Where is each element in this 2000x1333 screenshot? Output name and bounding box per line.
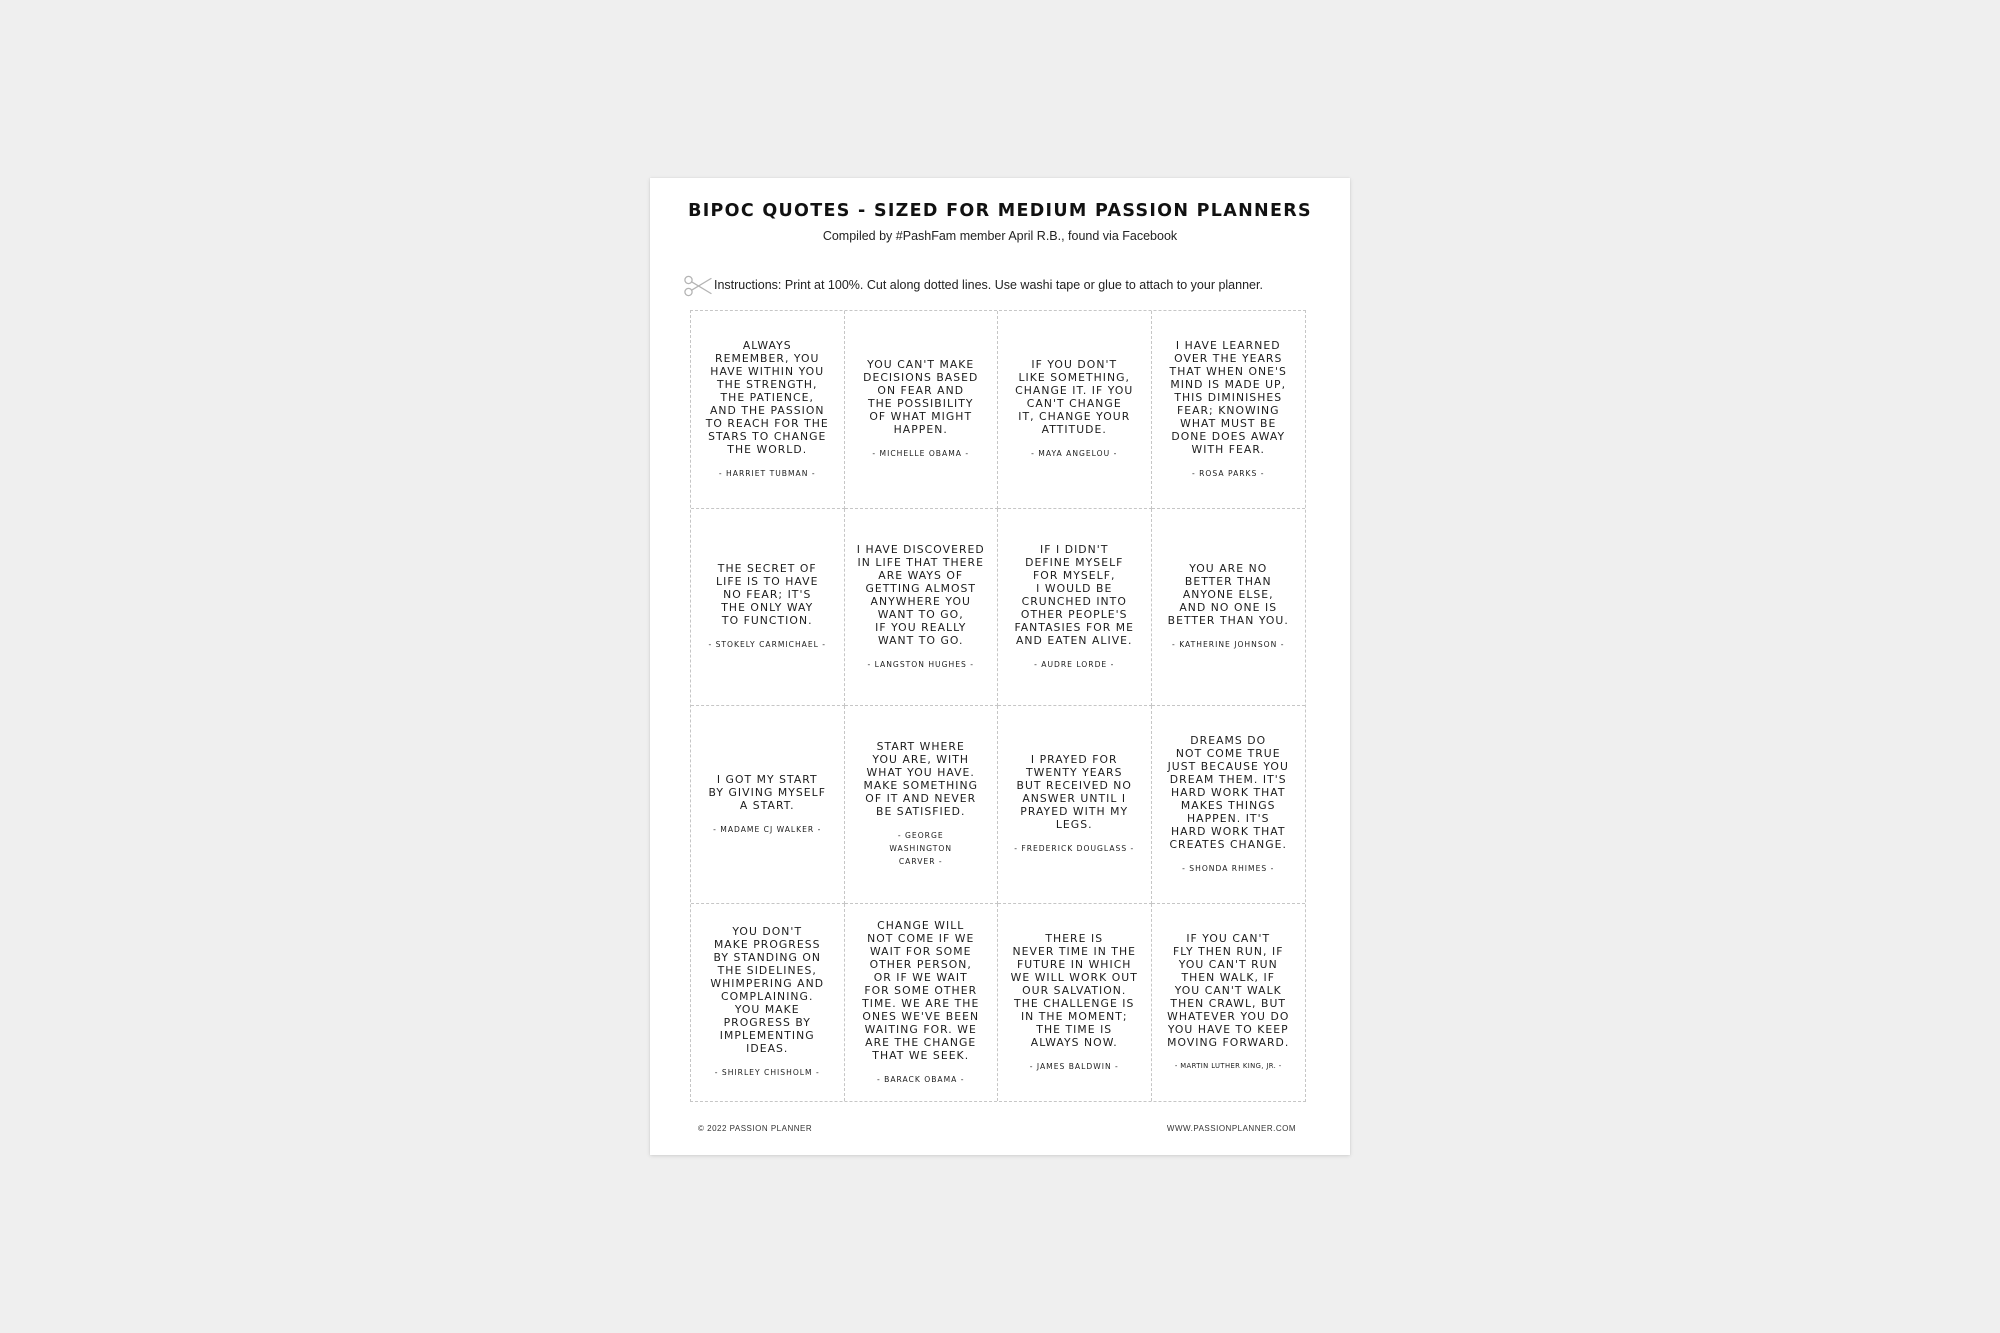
- quote-author: - AUDRE LORDE -: [1034, 659, 1115, 669]
- quote-text: YOU ARE NO BETTER THAN ANYONE ELSE, AND NO ONE IS BETTER THAN YOU.: [1167, 562, 1289, 628]
- quote-card: [998, 904, 1152, 1102]
- quote-author: - SHONDA RHIMES -: [1182, 863, 1275, 873]
- printable-sheet: [650, 178, 1350, 1155]
- quote-author: - MAYA ANGELOU -: [1031, 449, 1118, 459]
- quote-author: - GEORGE WASHINGTON CARVER -: [889, 831, 953, 867]
- quote-card: [691, 509, 845, 707]
- quote-card: [1152, 311, 1306, 509]
- quote-card: [998, 706, 1152, 904]
- quote-card: [1152, 509, 1306, 707]
- page-subtitle: Compiled by #PashFam member April R.B., found via Facebook: [822, 229, 1178, 243]
- scissors-icon: [683, 274, 713, 298]
- quote-author: - BARACK OBAMA -: [876, 1074, 965, 1084]
- instructions-text: Instructions: Print at 100%. Cut along dotted lines. Use washi tape or glue to attach to your planner.: [714, 278, 1263, 292]
- quote-card: [998, 311, 1152, 509]
- quote-card: [1152, 706, 1306, 904]
- quote-card: [691, 904, 845, 1102]
- quote-text: THERE IS NEVER TIME IN THE FUTURE IN WHICH WE WILL WORK OUT OUR SALVATION. THE CHALLENGE IS IN THE MOMENT; THE TIME IS ALWAYS NOW.: [1010, 931, 1138, 1049]
- page-title: BIPOC QUOTES - SIZED FOR MEDIUM PASSION PLANNERS: [688, 201, 1312, 221]
- footer-copyright: © 2022 PASSION PLANNER: [698, 1124, 813, 1133]
- quote-author: - JAMES BALDWIN -: [1029, 1061, 1119, 1071]
- quote-author: - SHIRLEY CHISHOLM -: [714, 1068, 820, 1078]
- quote-card: [691, 706, 845, 904]
- quote-text: START WHERE YOU ARE, WITH WHAT YOU HAVE. MAKE SOMETHING OF IT AND NEVER BE SATISFIED.: [863, 740, 979, 819]
- instructions: [683, 274, 1323, 298]
- quote-card: [691, 311, 845, 509]
- quote-text: CHANGE WILL NOT COME IF WE WAIT FOR SOME OTHER PERSON, OR IF WE WAIT FOR SOME OTHER TIME. WE ARE THE ONES WE'VE BEEN WAITING FOR. WE ARE THE CHANGE THAT WE SEEK.: [862, 918, 980, 1062]
- footer-website: WWW.PASSIONPLANNER.COM: [1166, 1124, 1296, 1133]
- quote-author: - MADAME CJ WALKER -: [713, 824, 822, 834]
- quote-author: - FREDERICK DOUGLASS -: [1014, 844, 1135, 854]
- quote-card: [845, 904, 999, 1102]
- quote-author: - KATHERINE JOHNSON -: [1172, 640, 1285, 650]
- quote-text: I PRAYED FOR TWENTY YEARS BUT RECEIVED NO ANSWER UNTIL I PRAYED WITH MY LEGS.: [1016, 753, 1132, 832]
- quote-card: [845, 311, 999, 509]
- quote-text: DREAMS DO NOT COME TRUE JUST BECAUSE YOU DREAM THEM. IT'S HARD WORK THAT MAKES THINGS HAPPEN. IT'S HARD WORK THAT CREATES CHANGE.: [1167, 733, 1289, 851]
- quote-card: [845, 509, 999, 707]
- quote-text: YOU CAN'T MAKE DECISIONS BASED ON FEAR AND THE POSSIBILITY OF WHAT MIGHT HAPPEN.: [863, 358, 979, 437]
- quote-author: - STOKELY CARMICHAEL -: [708, 640, 827, 650]
- quote-card-grid: [690, 310, 1306, 1102]
- quote-card: [998, 509, 1152, 707]
- quote-text: YOU DON'T MAKE PROGRESS BY STANDING ON THE SIDELINES, WHIMPERING AND COMPLAINING. YOU MAKE PROGRESS BY IMPLEMENTING IDEAS.: [710, 925, 825, 1056]
- quote-text: IF YOU DON'T LIKE SOMETHING, CHANGE IT. IF YOU CAN'T CHANGE IT, CHANGE YOUR ATTITUDE.: [1015, 358, 1134, 437]
- quote-text: THE SECRET OF LIFE IS TO HAVE NO FEAR; IT'S THE ONLY WAY TO FUNCTION.: [716, 562, 819, 628]
- quote-text: I GOT MY START BY GIVING MYSELF A START.: [708, 772, 826, 812]
- quote-author: - MICHELLE OBAMA -: [872, 449, 970, 459]
- quote-text: IF I DIDN'T DEFINE MYSELF FOR MYSELF, I WOULD BE CRUNCHED INTO OTHER PEOPLE'S FANTASIES FOR ME AND EATEN ALIVE.: [1014, 542, 1135, 647]
- quote-card: [845, 706, 999, 904]
- quote-card: [1152, 904, 1306, 1102]
- quote-author: - MARTIN LUTHER KING, JR. -: [1174, 1061, 1282, 1070]
- quote-text: I HAVE DISCOVERED IN LIFE THAT THERE ARE WAYS OF GETTING ALMOST ANYWHERE YOU WANT TO GO, IF YOU REALLY WANT TO GO.: [856, 542, 985, 647]
- quote-author: - ROSA PARKS -: [1192, 468, 1265, 478]
- quote-text: IF YOU CAN'T FLY THEN RUN, IF YOU CAN'T RUN THEN WALK, IF YOU CAN'T WALK THEN CRAWL, BUT WHATEVER YOU DO YOU HAVE TO KEEP MOVING FORWARD.: [1167, 931, 1290, 1049]
- quote-text: I HAVE LEARNED OVER THE YEARS THAT WHEN ONE'S MIND IS MADE UP, THIS DIMINISHES FEAR; KNOWING WHAT MUST BE DONE DOES AWAY WITH FEAR.: [1169, 338, 1287, 456]
- quote-author: - HARRIET TUBMAN -: [718, 468, 816, 478]
- quote-author: - LANGSTON HUGHES -: [867, 659, 974, 669]
- quote-text: ALWAYS REMEMBER, YOU HAVE WITHIN YOU THE STRENGTH, THE PATIENCE, AND THE PASSION TO REACH FOR THE STARS TO CHANGE THE WORLD.: [705, 338, 829, 456]
